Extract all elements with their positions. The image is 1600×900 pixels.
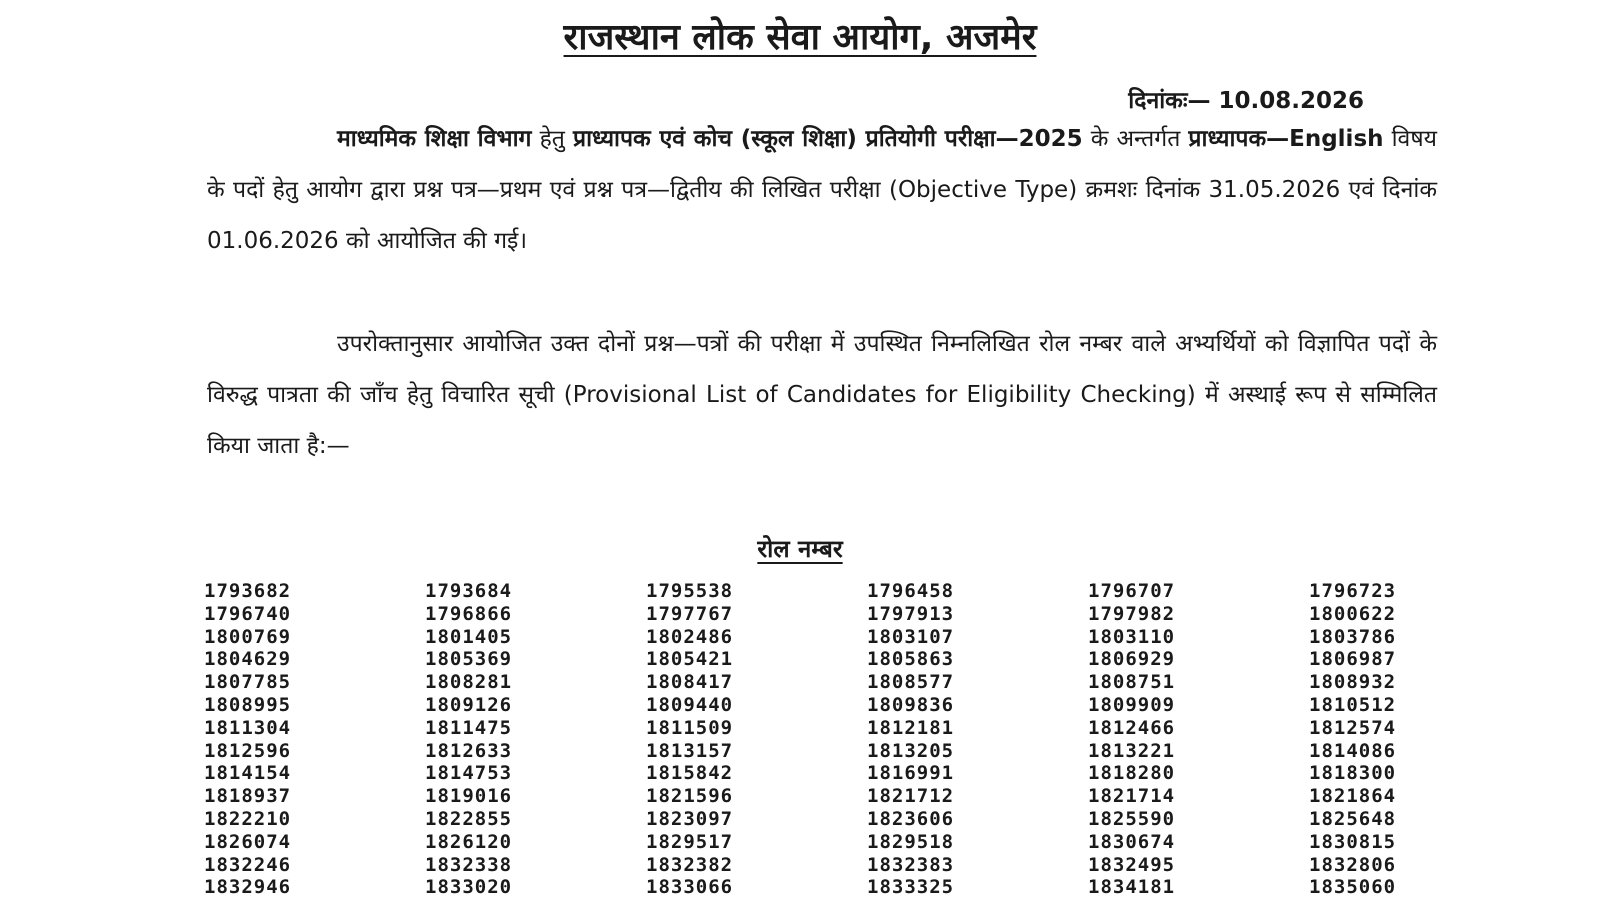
- roll-number-cell: 1811304: [204, 716, 292, 739]
- roll-number-cell: 1803110: [1088, 625, 1176, 648]
- roll-number-cell: 1821864: [1309, 785, 1397, 808]
- intro-text-2: के अन्तर्गत: [1082, 126, 1189, 152]
- roll-number-cell: 1796458: [867, 580, 955, 602]
- roll-number-cell: 1813157: [646, 739, 734, 762]
- roll-number-cell: 1806987: [1309, 648, 1397, 671]
- roll-number-cell: 1822210: [204, 807, 292, 830]
- roll-number-cell: 1805421: [646, 648, 734, 671]
- roll-number-cell: 1793684: [425, 580, 513, 602]
- roll-number-cell: 1829518: [867, 830, 955, 853]
- roll-number-grid: [204, 580, 1434, 899]
- roll-number-cell: 1811509: [646, 716, 734, 739]
- roll-number-cell: 1818937: [204, 785, 292, 808]
- roll-number-cell: 1812596: [204, 739, 292, 762]
- roll-number-cell: 1797767: [646, 602, 734, 625]
- roll-number-heading: [0, 532, 1600, 566]
- roll-number-cell: 1809836: [867, 693, 955, 716]
- roll-number-cell: 1814086: [1309, 739, 1397, 762]
- roll-number-cell: 1833066: [646, 876, 734, 899]
- roll-number-cell: 1818280: [1088, 762, 1176, 785]
- roll-number-cell: 1813221: [1088, 739, 1176, 762]
- department-name: माध्यमिक शिक्षा विभाग: [337, 126, 532, 152]
- roll-number-cell: 1833020: [425, 876, 513, 899]
- roll-number-cell: 1800769: [204, 625, 292, 648]
- roll-number-cell: 1823097: [646, 807, 734, 830]
- roll-number-heading-text: रोल नम्बर: [757, 535, 843, 563]
- roll-number-cell: 1805863: [867, 648, 955, 671]
- roll-number-cell: 1797913: [867, 602, 955, 625]
- roll-number-cell: 1796723: [1309, 580, 1397, 602]
- roll-number-cell: 1816991: [867, 762, 955, 785]
- roll-number-cell: 1832495: [1088, 853, 1176, 876]
- subject-name: प्राध्यापक—English: [1188, 126, 1384, 152]
- roll-number-cell: 1823606: [867, 807, 955, 830]
- roll-number-cell: 1834181: [1088, 876, 1176, 899]
- roll-number-cell: 1808932: [1309, 671, 1397, 694]
- roll-number-cell: 1809909: [1088, 693, 1176, 716]
- roll-number-cell: 1818300: [1309, 762, 1397, 785]
- eligibility-paragraph: उपरोक्तानुसार आयोजित उक्त दोनों प्रश्न—पत्रों की परीक्षा में उपस्थित निम्नलिखित रोल नम्बर वाले अभ्यर्थियों को विज्ञापित पदों के विरुद्ध पात्रता की जाँच हेतु विचारित सूची (Provisional List of Candidates for Eligibility Checking) में अस्थाई रूप से सम्मिलित किया जाता है:—: [207, 331, 1437, 459]
- roll-number-cell: 1795538: [646, 580, 734, 602]
- roll-number-cell: 1821714: [1088, 785, 1176, 808]
- roll-number-cell: 1803786: [1309, 625, 1397, 648]
- roll-number-cell: 1793682: [204, 580, 292, 602]
- roll-number-cell: 1814154: [204, 762, 292, 785]
- roll-number-cell: 1809440: [646, 693, 734, 716]
- roll-number-cell: 1805369: [425, 648, 513, 671]
- roll-number-cell: 1812466: [1088, 716, 1176, 739]
- document-title: [0, 14, 1600, 62]
- roll-number-cell: 1796740: [204, 602, 292, 625]
- roll-number-cell: 1830815: [1309, 830, 1397, 853]
- roll-number-cell: 1809126: [425, 693, 513, 716]
- roll-number-cell: 1811475: [425, 716, 513, 739]
- document-title-text: राजस्थान लोक सेवा आयोग, अजमेर: [563, 17, 1037, 58]
- roll-number-cell: 1808995: [204, 693, 292, 716]
- roll-number-cell: 1833325: [867, 876, 955, 899]
- exam-name: प्राध्यापक एवं कोच (स्कूल शिक्षा) प्रतियोगी परीक्षा—2025: [573, 126, 1083, 152]
- roll-number-cell: 1825648: [1309, 807, 1397, 830]
- roll-number-cell: 1804629: [204, 648, 292, 671]
- roll-number-cell: 1829517: [646, 830, 734, 853]
- roll-number-cell: 1802486: [646, 625, 734, 648]
- roll-number-cell: 1832382: [646, 853, 734, 876]
- roll-number-cell: 1812574: [1309, 716, 1397, 739]
- roll-number-cell: 1826074: [204, 830, 292, 853]
- roll-number-cell: 1808577: [867, 671, 955, 694]
- roll-number-cell: 1808417: [646, 671, 734, 694]
- roll-number-cell: 1807785: [204, 671, 292, 694]
- roll-number-cell: 1810512: [1309, 693, 1397, 716]
- roll-number-cell: 1808281: [425, 671, 513, 694]
- roll-number-cell: 1832383: [867, 853, 955, 876]
- roll-number-cell: 1814753: [425, 762, 513, 785]
- roll-number-cell: 1832338: [425, 853, 513, 876]
- roll-number-cell: 1832806: [1309, 853, 1397, 876]
- roll-number-cell: 1796866: [425, 602, 513, 625]
- intro-text-3: विषय के पदों हेतु आयोग द्वारा प्रश्न पत्र—प्रथम एवं प्रश्न पत्र—द्वितीय की लिखित परीक्षा (Objective Type) क्रमशः दिनांक 31.05.2026 एवं दिनांक 01.06.2026 को आयोजित की गई।: [207, 126, 1437, 254]
- roll-number-cell: 1826120: [425, 830, 513, 853]
- roll-number-cell: 1821712: [867, 785, 955, 808]
- roll-number-cell: 1822855: [425, 807, 513, 830]
- roll-number-cell: 1825590: [1088, 807, 1176, 830]
- roll-number-cell: 1819016: [425, 785, 513, 808]
- roll-number-cell: 1815842: [646, 762, 734, 785]
- roll-number-cell: 1797982: [1088, 602, 1176, 625]
- roll-number-cell: 1800622: [1309, 602, 1397, 625]
- roll-number-cell: 1832246: [204, 853, 292, 876]
- roll-number-cell: 1813205: [867, 739, 955, 762]
- roll-number-cell: 1821596: [646, 785, 734, 808]
- roll-number-cell: 1812633: [425, 739, 513, 762]
- roll-number-cell: 1803107: [867, 625, 955, 648]
- intro-paragraph: [207, 114, 1437, 267]
- document-date: दिनांकः— 10.08.2026: [1128, 88, 1364, 114]
- roll-number-cell: 1801405: [425, 625, 513, 648]
- roll-number-cell: 1835060: [1309, 876, 1397, 899]
- roll-number-cell: 1796707: [1088, 580, 1176, 602]
- intro-text-1: हेतु: [531, 126, 573, 152]
- roll-number-cell: 1806929: [1088, 648, 1176, 671]
- roll-number-cell: 1832946: [204, 876, 292, 899]
- roll-number-cell: 1830674: [1088, 830, 1176, 853]
- roll-number-cell: 1808751: [1088, 671, 1176, 694]
- roll-number-cell: 1812181: [867, 716, 955, 739]
